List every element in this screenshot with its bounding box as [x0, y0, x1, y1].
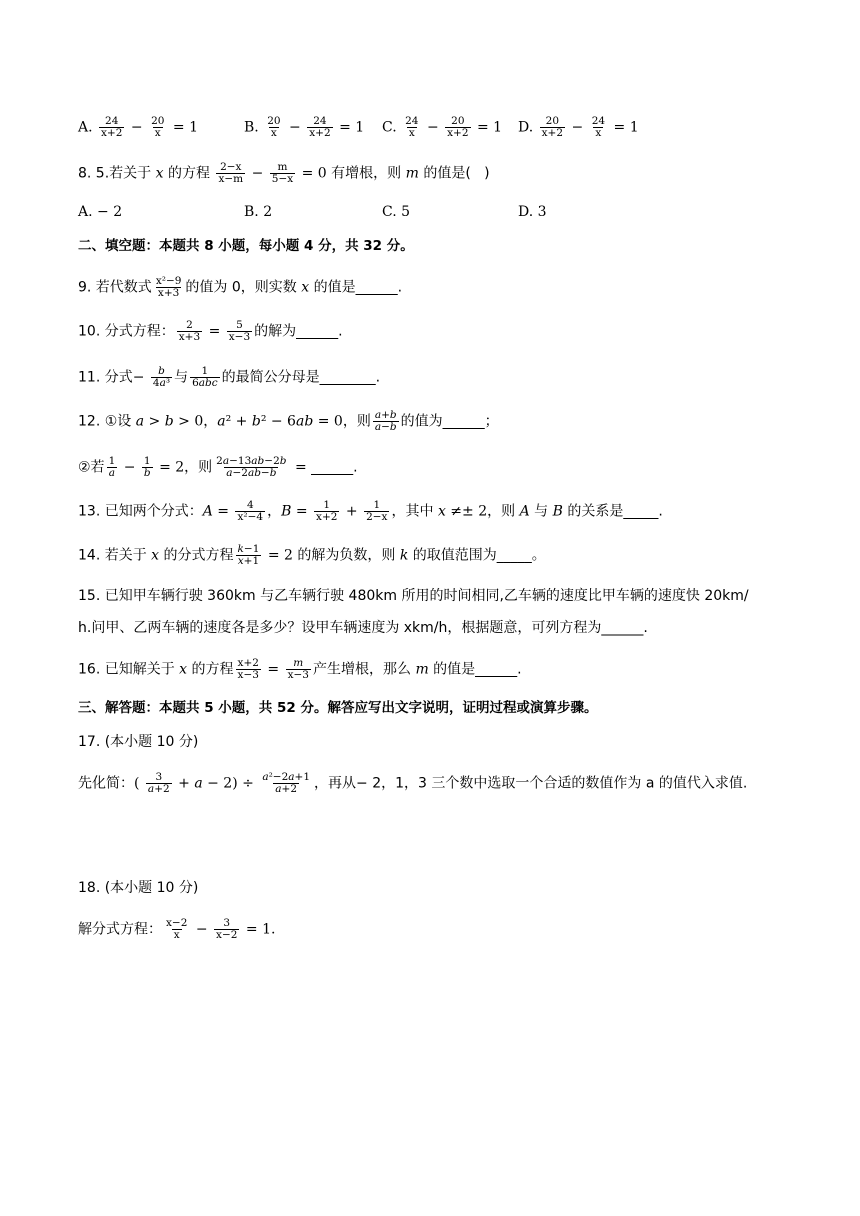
- section-3-heading: 三、解答题：本题共 5 小题，共 52 分。解答应写出文字说明，证明过程或演算步骤。: [78, 700, 598, 716]
- section-2-heading: 二、填空题：本题共 8 小题，每小题 4 分，共 32 分。: [78, 238, 414, 254]
- q7-option-c: C. $\frac{24}{x}$ − $\frac{20}{x+2}$ = 1: [382, 115, 503, 139]
- question-9: 9. 若代数式 $\frac{\text{x²−9}}{x+3}$ 的值为 0，则实数 x 的值是______.: [78, 275, 403, 299]
- q8-option-a: A. − 2: [78, 204, 123, 220]
- question-10: 10. 分式方程： $\frac{2}{x+3}$ = $\frac{5}{x-3}$ 的解为______.: [78, 319, 343, 343]
- question-14: 14. 若关于 x 的分式方程 $\frac{k-1}{x+1}$ = 2 的解为负数，则 k 的取值范围为_____。: [78, 543, 546, 567]
- question-17-header: 17. (本小题 10 分): [78, 734, 199, 750]
- question-16: 16. 已知解关于 x 的方程 $\frac{x+2}{x-3}$ = $\frac{m}{x-3}$ 产生增根，那么 m 的值是______.: [78, 657, 522, 681]
- question-18-header: 18. (本小题 10 分): [78, 880, 199, 896]
- q8-option-d: D. 3: [518, 204, 547, 220]
- q7-option-a: A. $\frac{24}{x+2}$ − $\frac{20}{x}$ = 1: [78, 115, 198, 139]
- q8-option-b: B. 2: [244, 204, 273, 220]
- q7-option-b: B. $\frac{20}{x}$ − $\frac{24}{x+2}$ = 1: [244, 115, 365, 139]
- question-12-part-2: ②若 $\frac{1}{a}$ − $\frac{1}{b}$ = 2，则 $\frac{2a-13ab-2b}{a-2ab-b}$ = ______.: [78, 455, 358, 479]
- question-8: 8. 5.若关于 x 的方程 $\frac{2-x}{x-m}$ − $\frac{m}{5-x}$ = 0 有增根，则 m 的值是( ): [78, 161, 490, 185]
- question-12-part-1: 12. ①设 a > b > 0，a² + b² − 6ab = 0，则 $\frac{a+b}{a-b}$ 的值为______；: [78, 409, 499, 433]
- question-18-body: 解分式方程： $\frac{x-2}{x}$ − $\frac{3}{x-2}$ = 1.: [78, 917, 276, 941]
- question-13: 13. 已知两个分式：A = $\frac{4}{\text{x²−4}}$ ，B = $\frac{1}{x+2}$ + $\frac{1}{2-x}$ ，其中 x ≠± 2，则 A 与 B 的关系是_____.: [78, 499, 663, 523]
- question-15-line-2: h.问甲、乙两车辆的速度各是多少？设甲车辆速度为 xkm/h，根据题意，可列方程为______.: [78, 620, 648, 636]
- question-11: 11. 分式− $\frac{b}{\text{4a³}}$ 与 $\frac{1}{\text{6abc}}$ 的最简公分母是________.: [78, 365, 381, 389]
- q8-option-c: C. 5: [382, 204, 411, 220]
- question-15-line-1: 15. 已知甲车辆行驶 360km 与乙车辆行驶 480km 所用的时间相同,乙车辆的速度比甲车辆的速度快 20km/: [78, 588, 749, 604]
- question-17-body: 先化简：( $\frac{3}{a+2}$ + a − 2) ÷ $\frac{\text{a²−2a+1}}{a+2}$ ，再从− 2，1，3 三个数中选取一个合适的数值作为 a 的值代入求值.: [78, 771, 748, 795]
- q7-option-d: D. $\frac{20}{x+2}$ − $\frac{24}{x}$ = 1: [518, 115, 639, 139]
